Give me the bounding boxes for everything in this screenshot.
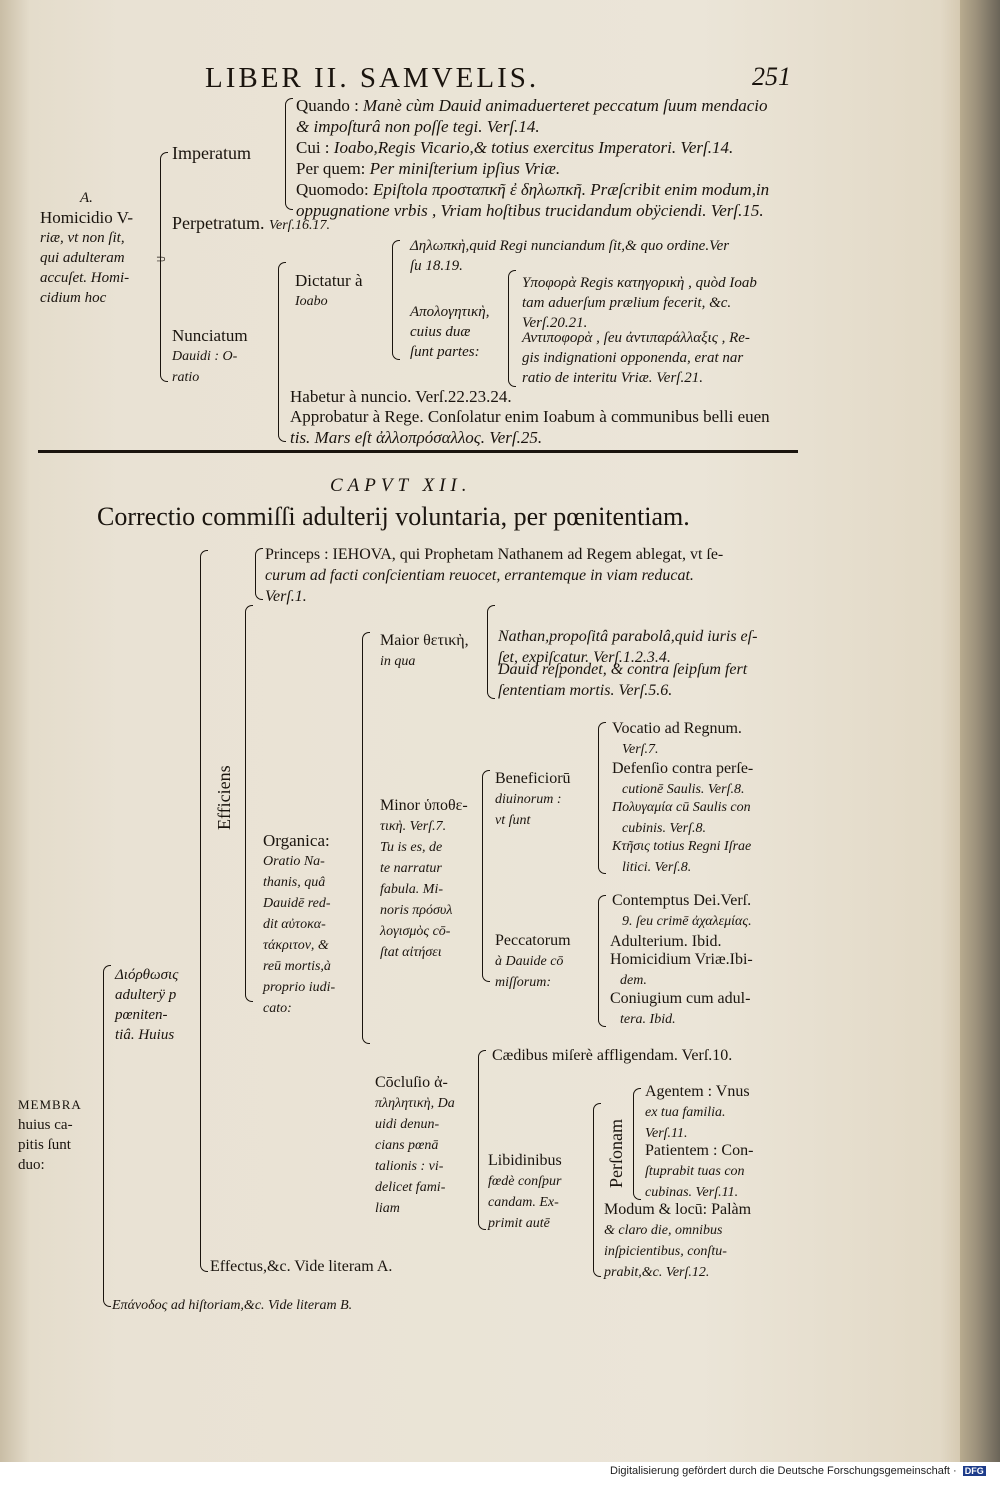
contemptus-text: Contemptus Dei.Verſ. 9. ſeu crimē ἀχαλεμίας. bbox=[612, 892, 752, 929]
membra-label: MEMBRA huius ca- pitis ſunt duo: bbox=[18, 1097, 82, 1173]
vocatio-text: Vocatio ad Regnum. Verſ.7. bbox=[612, 720, 742, 757]
personam-label: Perſonam bbox=[606, 1119, 626, 1188]
bracket-apologetike bbox=[508, 270, 516, 387]
bracket-beneficiorum bbox=[598, 722, 606, 874]
imperatum-label: Imperatum bbox=[172, 143, 251, 163]
defensio-text: Defenſio contra perſe- cutionē Saulis. Verſ.8. bbox=[612, 760, 754, 797]
homicidium-text: Homicidium Vriæ.Ibi- dem. bbox=[610, 951, 753, 988]
bracket-imperatum bbox=[285, 98, 293, 210]
caput-heading: CAPVT XII. bbox=[330, 475, 472, 496]
imperatum-items: Quando : Manè cùm Dauid animaduerteret peccatum ſuum mendacio & impoſturâ non poſſe tegi. Verſ.14. Cui : Ioabo,Regis Vicario,& totius exercitus Imperatori. Verſ.14. Per quem: Per miniſterium ipſius Vriæ. Quomodo: Epiſtola προσταπκῆ ἐ δηλωπκῆ. Præſcribit enim modum,in oppugnatione vrbis , Vriam hoſtibus trucidandum obÿciendi. Verſ.15. bbox=[296, 96, 770, 220]
apologetike-text: Απολογητικὴ, cuius duæ ſunt partes: bbox=[410, 304, 490, 360]
antipophora-text: Αντιποφορὰ , ſeu ἀντιπαράλλαξις , Re- gis indignationi opponenda, erat nar ratio de interitu Vriæ. Verſ.21. bbox=[522, 330, 750, 386]
maior-label: Maior θετικὴ, in qua bbox=[380, 632, 469, 669]
bracket-membra bbox=[103, 965, 111, 1307]
organica-label: Organica: Oratio Na- thanis, quâ Dauidē red- dit αὐτοκα- τάκριτον, & reū mortis,à proprio iudi- cato: bbox=[263, 831, 336, 1016]
conclusio-label: Cōcluſio ἀ- πληλητικὴ, Da uidi denun- cians pœnā talionis : vi- delicet fami- liam bbox=[375, 1074, 455, 1216]
dauid-text: Dauid reſpondet, & contra ſeipſum fert ſententiam mortis. Verſ.5.6. bbox=[498, 661, 748, 699]
diorthosis-label: Διόρθωσις adulterÿ p pœniten- tiâ. Huius bbox=[115, 967, 179, 1043]
effectus-text: Effectus,&c. Vide literam A. bbox=[210, 1258, 393, 1275]
bracket-minor bbox=[482, 770, 490, 982]
adulterium-text: Adulterium. Ibid. bbox=[610, 933, 722, 950]
polygamia-text: Πολυγαμία cū Saulis con cubinis. Verſ.8. bbox=[612, 800, 751, 836]
dfg-logo-icon: DFG bbox=[964, 1466, 984, 1476]
modum-text: Modum & locū: Palàm & claro die, omnibus inſpicientibus, conſtu- prabit,&c. Verſ.12. bbox=[604, 1201, 752, 1280]
bracket-organica bbox=[362, 632, 370, 1044]
perpetratum-label: Perpetratum. Verſ.16.17. bbox=[172, 213, 331, 233]
bracket-diorthosis bbox=[200, 550, 208, 1272]
bracket-conclusio bbox=[478, 1050, 486, 1230]
bracket-peccatorum bbox=[598, 895, 606, 1027]
bracket-dictatur bbox=[392, 240, 400, 360]
digitization-footer: Digitalisierung gefördert durch die Deutsche Forschungsgemeinschaft · DFG bbox=[610, 1465, 984, 1477]
ktesis-text: Κτῆσις totius Regni Iſrae litici. Verſ.8. bbox=[612, 839, 752, 875]
minor-label: Minor ὑποθε- τικὴ. Verſ.7. Tu is es, de te narratur fabula. Mi- noris πρόσυλ λογισμὸς cō- ſtat αἰτήσει bbox=[380, 797, 468, 960]
delotike-text: Δηλωπκὴ,quid Regi nunciandum ſit,& quo ordine.Ver ſu 18.19. bbox=[410, 238, 730, 274]
agentem-text: Agentem : Vnus ex tua familia. Verſ.11. bbox=[645, 1083, 750, 1141]
bracket-princeps bbox=[255, 548, 263, 600]
bracket-maior bbox=[487, 605, 495, 699]
running-head: LIBER II. SAMVELIS. bbox=[205, 62, 540, 94]
bracket-libidinibus bbox=[593, 1103, 601, 1277]
nunciatum-label: Nunciatum Dauidi : O- ratio bbox=[172, 326, 248, 385]
bracket-nunciatum bbox=[278, 262, 286, 442]
bracket-personam bbox=[633, 1088, 641, 1200]
habetur-text: Habetur à nuncio. Verſ.22.23.24. bbox=[290, 387, 512, 406]
approbatur-text: Approbatur à Rege. Conſolatur enim Ioabum à communibus belli euen tis. Mars eſt ἀλλοπρόσαλλος. Verſ.25. bbox=[290, 407, 770, 447]
princeps-text: Princeps : IEHOVA, qui Prophetam Nathanem ad Regem ablegat, vt ſe- curum ad facti conſcientiam reuocet, errantemque in viam reducat. Verſ.1. bbox=[265, 546, 724, 605]
hypophora-text: Υποφορὰ Regis κατηγορικὴ , quòd Ioab tam aduerſum prælium fecerit, &c. Verſ.20.21. bbox=[522, 275, 757, 331]
homicidio-label: A. Homicidio V- riæ, vt non ſit, qui adulteram accuſet. Homi- cidium hoc bbox=[40, 190, 134, 306]
chapter-title: Correctio commiſſi adulterij voluntaria, per pœnitentiam. bbox=[97, 502, 690, 531]
bracket-efficiens bbox=[245, 605, 253, 1002]
libidinibus-label: Libidinibus fœdè conſpur candam. Ex- primit autē bbox=[488, 1152, 562, 1231]
dictatur-label: Dictatur à Ioabo bbox=[295, 271, 363, 309]
peccatorum-label: Peccatorum à Dauide cō miſſorum: bbox=[495, 932, 571, 990]
epanodos-text: Επάνοδος ad hiſtoriam,&c. Vide literam B. bbox=[112, 1298, 353, 1313]
nathan-text: Nathan,propoſitâ parabolâ,quid iuris eſ- ſet, expiſcatur. Verſ.1.2.3.4. bbox=[498, 628, 758, 666]
section-rule bbox=[38, 450, 798, 453]
folio-number: 251 bbox=[752, 62, 791, 91]
page-edge bbox=[960, 0, 1000, 1462]
beneficiorum-label: Beneficiorū diuinorum : vt ſunt bbox=[495, 770, 571, 828]
efficiens-label: Efficiens bbox=[214, 765, 234, 830]
caedibus-text: Cædibus miſerè affligendam. Verſ.10. bbox=[492, 1047, 733, 1064]
patientem-text: Patientem : Con- ſtuprabit tuas con cubinas. Verſ.11. bbox=[645, 1142, 754, 1200]
coniugium-text: Coniugium cum adul- tera. Ibid. bbox=[610, 990, 751, 1027]
